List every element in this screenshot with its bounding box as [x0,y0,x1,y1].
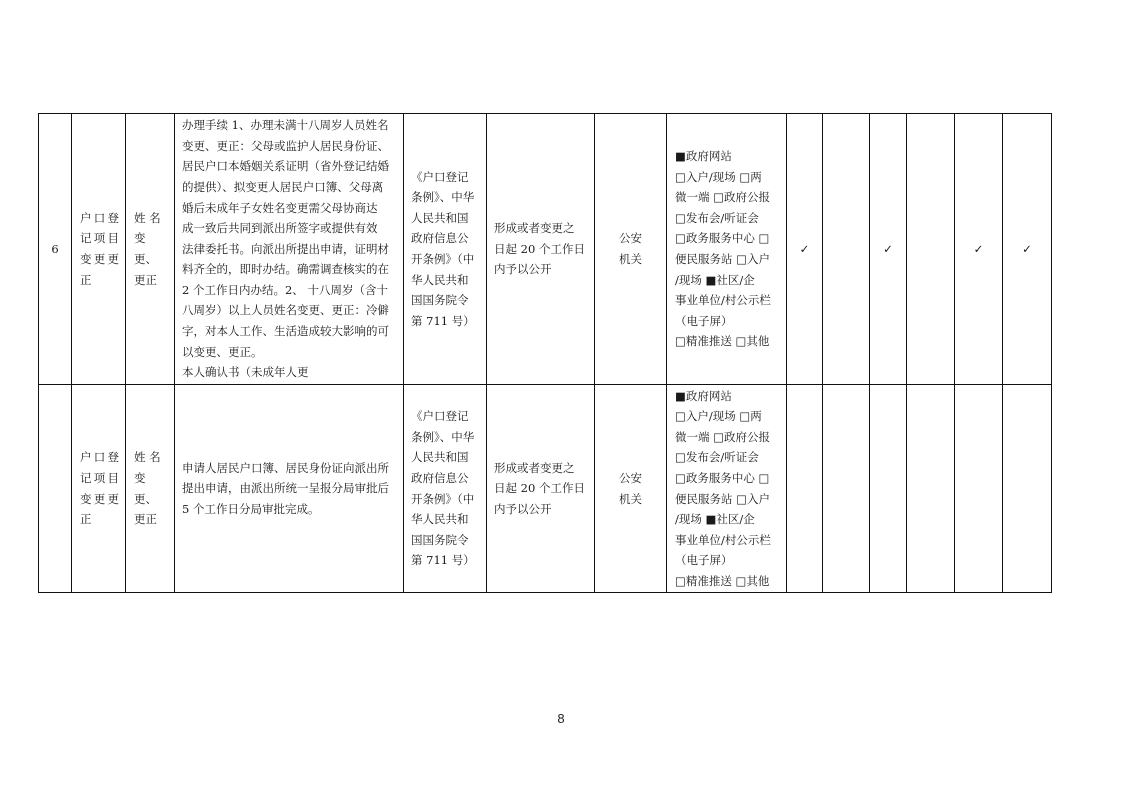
cell-line: ■政府网站 [675,149,732,164]
check-cell [907,114,955,385]
cell-line: 八周岁）以上人员姓名变更、更正：冷僻 [182,303,389,318]
cell-line: □发布会/听证会 [675,450,759,465]
check-mark-icon: ✓ [883,241,893,256]
time-limit-cell [487,114,595,385]
cell-line: 变更、更正：父母或监护人居民身份证、 [182,138,389,153]
cell-line: 5 个工作日分局审批完成。 [182,501,320,516]
cell-line: 第 711 号） [411,553,475,568]
cell-line: 条例》、中华 [411,190,475,205]
cell-line: 户口登 [80,210,119,225]
cell-line: ■政府网站 [675,388,732,403]
cell-line: 政府信息公 [411,231,469,246]
cell-line: 变更、 [134,231,157,266]
cell-line: 提出申请，由派出所统一呈报分局审批后 [182,481,389,496]
check-mark-icon: ✓ [1022,241,1032,256]
cell-line: □政务服务中心 □ [675,470,770,485]
subject-cell [595,114,667,385]
time-limit-cell [487,385,595,593]
cell-line: 记项目 [80,231,119,246]
cell-line: 户口登 [80,450,119,465]
table-row [39,114,1052,385]
cell-line: 华人民共和 [411,272,469,287]
cell-line: □政务服务中心 □ [675,231,770,246]
cell-line: 便民服务站 □入户 [675,252,771,266]
check-cell [1003,385,1052,593]
cell-line: 机关 [619,491,642,506]
cell-line: （电子屏） [675,313,733,328]
channel-cell [667,385,787,593]
item-name-cell [72,385,126,593]
check-cell [955,114,1003,385]
sequence-cell [39,385,72,593]
cell-line: 更正 [134,272,157,287]
cell-line: /现场 ■社区/企 [675,272,755,287]
cell-line: □精准推送 □其他 [675,573,770,588]
cell-line: 申请人居民户口簿、居民身份证向派出所 [182,460,389,475]
cell-line: 姓 名 [134,210,161,225]
cell-line: 日起 20 个工作日 [494,241,585,256]
cell-line: 公安 [619,470,642,485]
cell-line: 形成或者变更之 [494,221,575,236]
cell-line: 华人民共和 [411,512,469,527]
check-cell [907,385,955,593]
sub-item-cell [126,114,175,385]
cell-line: □发布会/听证会 [675,210,759,225]
cell-line: 2 个工作日内办结。2、 十八周岁（含十 [182,282,388,297]
cell-line: 公安 [619,231,642,246]
cell-line: □入户/现场 □两 [675,409,762,424]
check-cell [1003,114,1052,385]
procedure-cell [175,114,404,385]
cell-line: 正 [80,512,92,527]
page-number: 8 [557,711,565,726]
check-cell [823,385,870,593]
cell-line: 字，对本人工作、生活造成较大影响的可 [182,324,389,339]
cell-line: 政府信息公 [411,470,469,485]
cell-line: 日起 20 个工作日 [494,481,585,496]
sequence-cell: 6 [39,114,72,385]
cell-line: 开条例》（中 [411,491,475,506]
cell-line: 《户口登记 [411,409,469,424]
cell-line: 机关 [619,252,642,266]
cell-line: 内予以公开 [494,262,552,277]
cell-line: 的提供）、拟变更人居民户口簿、父母离 [182,179,384,194]
cell-line: □入户/现场 □两 [675,169,762,184]
check-cell [870,114,907,385]
cell-line: □精准推送 □其他 [675,334,770,349]
cell-line: 变更更 [80,491,119,506]
cell-line: 姓 名 [134,450,161,465]
check-cell [787,114,823,385]
cell-line: 便民服务站 □入户 [675,491,771,506]
check-cell [787,385,823,593]
check-cell [823,114,870,385]
procedure-cell [175,385,404,593]
disclosure-table [38,113,1052,593]
cell-line: 国国务院令 [411,532,469,547]
cell-line: 开条例》（中 [411,252,475,266]
check-mark-icon: ✓ [799,241,810,256]
cell-line: 微一端 □政府公报 [675,190,771,205]
cell-line: （电子屏） [675,553,733,568]
cell-line: 条例》、中华 [411,429,475,444]
subject-cell [595,385,667,593]
cell-line: /现场 ■社区/企 [675,512,755,527]
cell-line: 事业单位/村公示栏 [675,532,771,547]
sub-item-cell [126,385,175,593]
legal-basis-cell [404,114,487,385]
cell-line: 国国务院令 [411,293,469,308]
cell-line: 法律委托书。向派出所提出申请，证明材 [182,241,389,256]
cell-line: 本人确认书（未成年人更 [182,365,309,380]
cell-line: 人民共和国 [411,210,469,225]
cell-line: 更正 [134,512,157,527]
cell-line: 记项目 [80,470,119,485]
cell-line: 变更、 [134,470,157,506]
cell-line: 料齐全的，即时办结。确需调查核实的在 [182,262,389,277]
cell-line: 正 [80,272,92,287]
legal-basis-cell [404,385,487,593]
cell-line: 事业单位/村公示栏 [675,293,771,308]
cell-line: 办理手续 1、办理未满十八周岁人员姓名 [182,118,389,133]
item-name-cell [72,114,126,385]
cell-line: 以变更、更正。 [182,344,263,359]
check-cell [870,385,907,593]
channel-cell [667,114,787,385]
cell-line: 居民户口本婚姻关系证明（省外登记结婚 [182,159,389,174]
cell-line: 第 711 号） [411,313,475,328]
cell-line: 成一致后共同到派出所签字或提供有效 [182,221,378,236]
cell-line: 人民共和国 [411,450,469,465]
table-row [39,385,1052,593]
check-mark-icon: ✓ [973,241,984,256]
cell-line: 变更更 [80,252,119,266]
cell-line: 微一端 □政府公报 [675,429,771,444]
cell-line: 婚后未成年子女姓名变更需父母协商达 [182,200,378,215]
cell-line: 形成或者变更之 [494,460,575,475]
check-cell [955,385,1003,593]
cell-line: 内予以公开 [494,501,552,516]
cell-line: 《户口登记 [411,169,469,184]
